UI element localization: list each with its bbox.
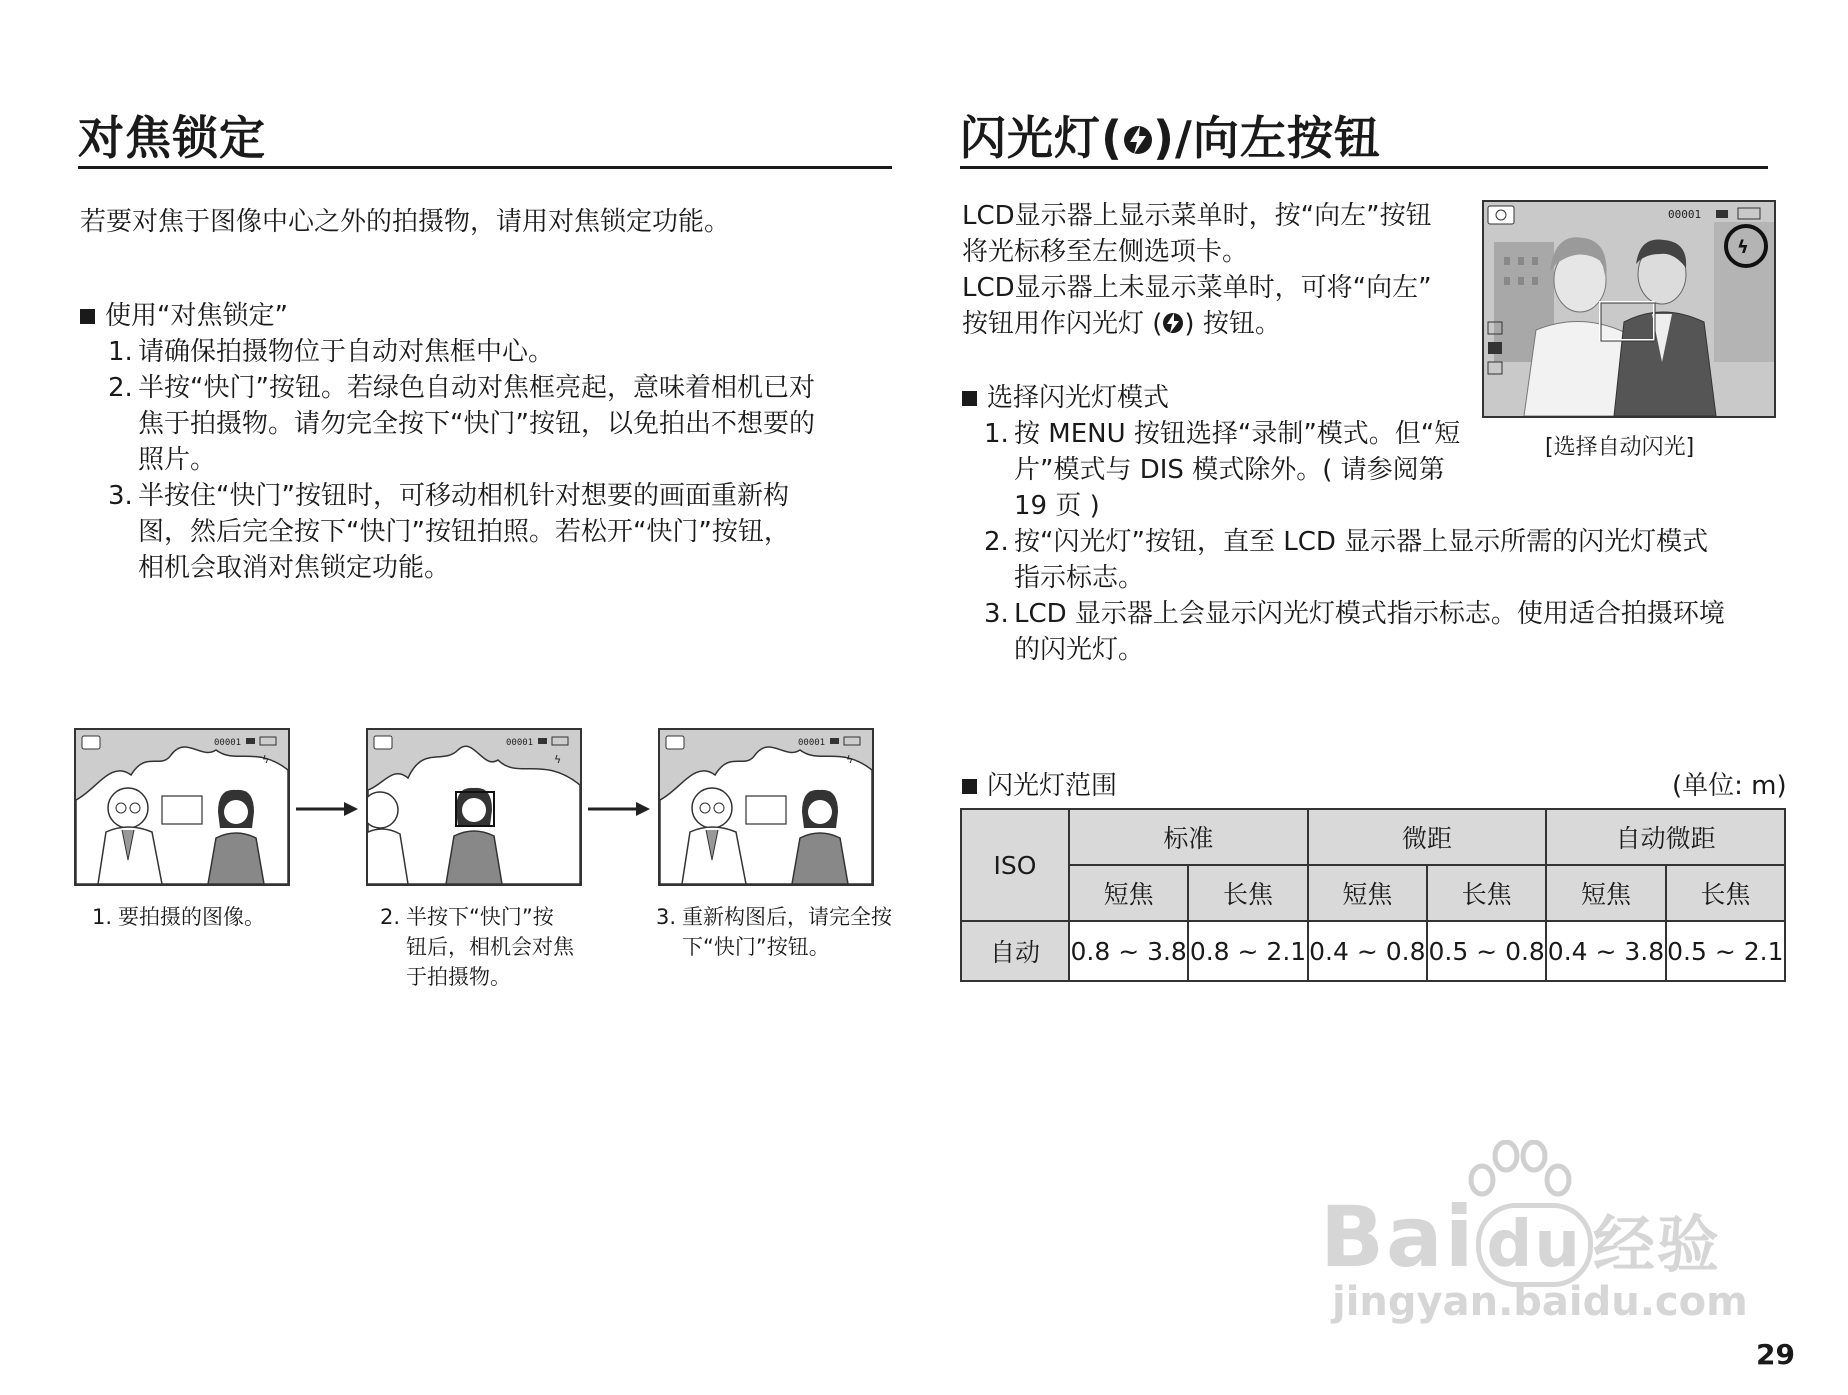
- group-header: 标准: [1069, 809, 1308, 865]
- lcd-figure-2: [366, 728, 582, 886]
- left-subheading-text: 使用“对焦锁定”: [105, 301, 288, 331]
- group-header: 微距: [1308, 809, 1547, 865]
- left-step-2: 2. 半按“快门”按钮。若绿色自动对焦框亮起，意味着相机已对 焦于拍摄物。请勿完全按下“快门”按钮，以免拍出不想要的 照片。: [108, 373, 815, 475]
- flash-icon: [1162, 310, 1184, 336]
- figure-2-caption: 2. 半按下“快门”按 钮后，相机会对焦 于拍摄物。: [380, 905, 574, 989]
- watermark-brand: Bai: [1320, 1188, 1476, 1286]
- camera-mode-icon: [1488, 206, 1514, 224]
- left-step-1: 1. 请确保拍摄物位于自动对焦框中心。: [108, 337, 555, 367]
- row-label: 自动: [961, 921, 1069, 981]
- sub-header: 短焦: [1308, 865, 1427, 921]
- lcd-figure-1: [74, 728, 290, 886]
- table-cell: 0.8 ~ 2.1: [1188, 921, 1307, 981]
- left-title-rule: [78, 166, 892, 169]
- svg-text:ϟ: ϟ: [554, 753, 562, 766]
- right-subheading: [962, 380, 1169, 416]
- sub-header: 长焦: [1188, 865, 1307, 921]
- table-cell: 0.4 ~ 0.8: [1308, 921, 1427, 981]
- left-step-3: 3. 半按住“快门”按钮时，可移动相机针对想要的画面重新构 图，然后完全按下“快门”按钮拍照。若松开“快门”按钮， 相机会取消对焦锁定功能。: [108, 481, 790, 583]
- lcd-figure-3: [658, 728, 874, 886]
- square-bullet-icon: [962, 391, 977, 406]
- svg-text:00001: 00001: [798, 738, 826, 748]
- range-heading: 闪光灯范围: [962, 768, 1117, 804]
- table-cell: 0.8 ~ 3.8: [1069, 921, 1188, 981]
- watermark-brand2: du: [1476, 1203, 1593, 1287]
- right-subheading-text: 选择闪光灯模式: [987, 383, 1170, 413]
- sub-header: 长焦: [1666, 865, 1785, 921]
- watermark-suffix: 经验: [1592, 1208, 1721, 1281]
- sub-header: 短焦: [1069, 865, 1188, 921]
- camera-mode-icon: [666, 736, 684, 749]
- group-header: 自动微距: [1546, 809, 1785, 865]
- square-bullet-icon: [962, 779, 977, 794]
- watermark-url: jingyan.baidu.com: [1332, 1279, 1748, 1325]
- right-step-3: 3. LCD 显示器上会显示闪光灯模式指示标志。使用适合拍摄环境 的闪光灯。: [984, 599, 1725, 665]
- range-unit: (单位: m): [1672, 771, 1787, 801]
- right-steps: [984, 416, 1784, 668]
- baidu-watermark: [1320, 1140, 1760, 1325]
- right-title-rule: [960, 166, 1768, 169]
- svg-text:ϟ: ϟ: [846, 753, 854, 766]
- sub-header: 长焦: [1427, 865, 1546, 921]
- af-frame: [162, 796, 202, 824]
- left-section-title: 对焦锁定: [78, 111, 266, 165]
- figure-3-caption: 3. 重新构图后，请完全按 下“快门”按钮。: [656, 905, 892, 959]
- svg-text:00001: 00001: [1668, 208, 1702, 221]
- table-cell: 0.4 ~ 3.8: [1546, 921, 1665, 981]
- camera-mode-icon: [82, 736, 100, 749]
- left-steps: [108, 334, 898, 586]
- flash-icon: [1123, 120, 1153, 160]
- af-frame: [746, 796, 786, 824]
- right-arrow-icon: [296, 800, 358, 818]
- lcd-photo: [1482, 200, 1776, 418]
- table-cell: 0.5 ~ 0.8: [1427, 921, 1546, 981]
- right-step-2: 2. 按“闪光灯”按钮，直至 LCD 显示器上显示所需的闪光灯模式 指示标志。: [984, 527, 1709, 593]
- left-subheading: [80, 298, 288, 334]
- svg-text:ϟ: ϟ: [1737, 237, 1749, 258]
- right-arrow-icon: [588, 800, 650, 818]
- left-intro: 若要对焦于图像中心之外的拍摄物，请用对焦锁定功能。: [80, 207, 731, 237]
- photo-caption: [选择自动闪光]: [1545, 435, 1695, 460]
- table-cell: 0.5 ~ 2.1: [1666, 921, 1785, 981]
- page-number: 29: [1756, 1338, 1795, 1371]
- right-intro: LCD显示器上显示菜单时，按“向左”按钮 将光标移至左侧选项卡。 LCD显示器上未显示菜单时，可将“向左” 按钮用作闪光灯 ( ) 按钮。: [962, 201, 1432, 339]
- square-bullet-icon: [80, 309, 95, 324]
- flash-range-table: [960, 808, 1786, 982]
- sub-header: 短焦: [1546, 865, 1665, 921]
- figure-1-caption: 1. 要拍摄的图像。: [92, 905, 265, 929]
- right-step-1: 1. 按 MENU 按钮选择“录制”模式。但“短 片”模式与 DIS 模式除外。( 请参阅第 19 页 ): [984, 419, 1461, 521]
- svg-text:00001: 00001: [214, 738, 242, 748]
- camera-mode-icon: [374, 736, 392, 749]
- svg-text:00001: 00001: [506, 738, 534, 748]
- iso-header: ISO: [961, 809, 1069, 921]
- svg-text:ϟ: ϟ: [262, 753, 270, 766]
- right-section-title: 闪光灯( )/向左按钮: [960, 111, 1381, 165]
